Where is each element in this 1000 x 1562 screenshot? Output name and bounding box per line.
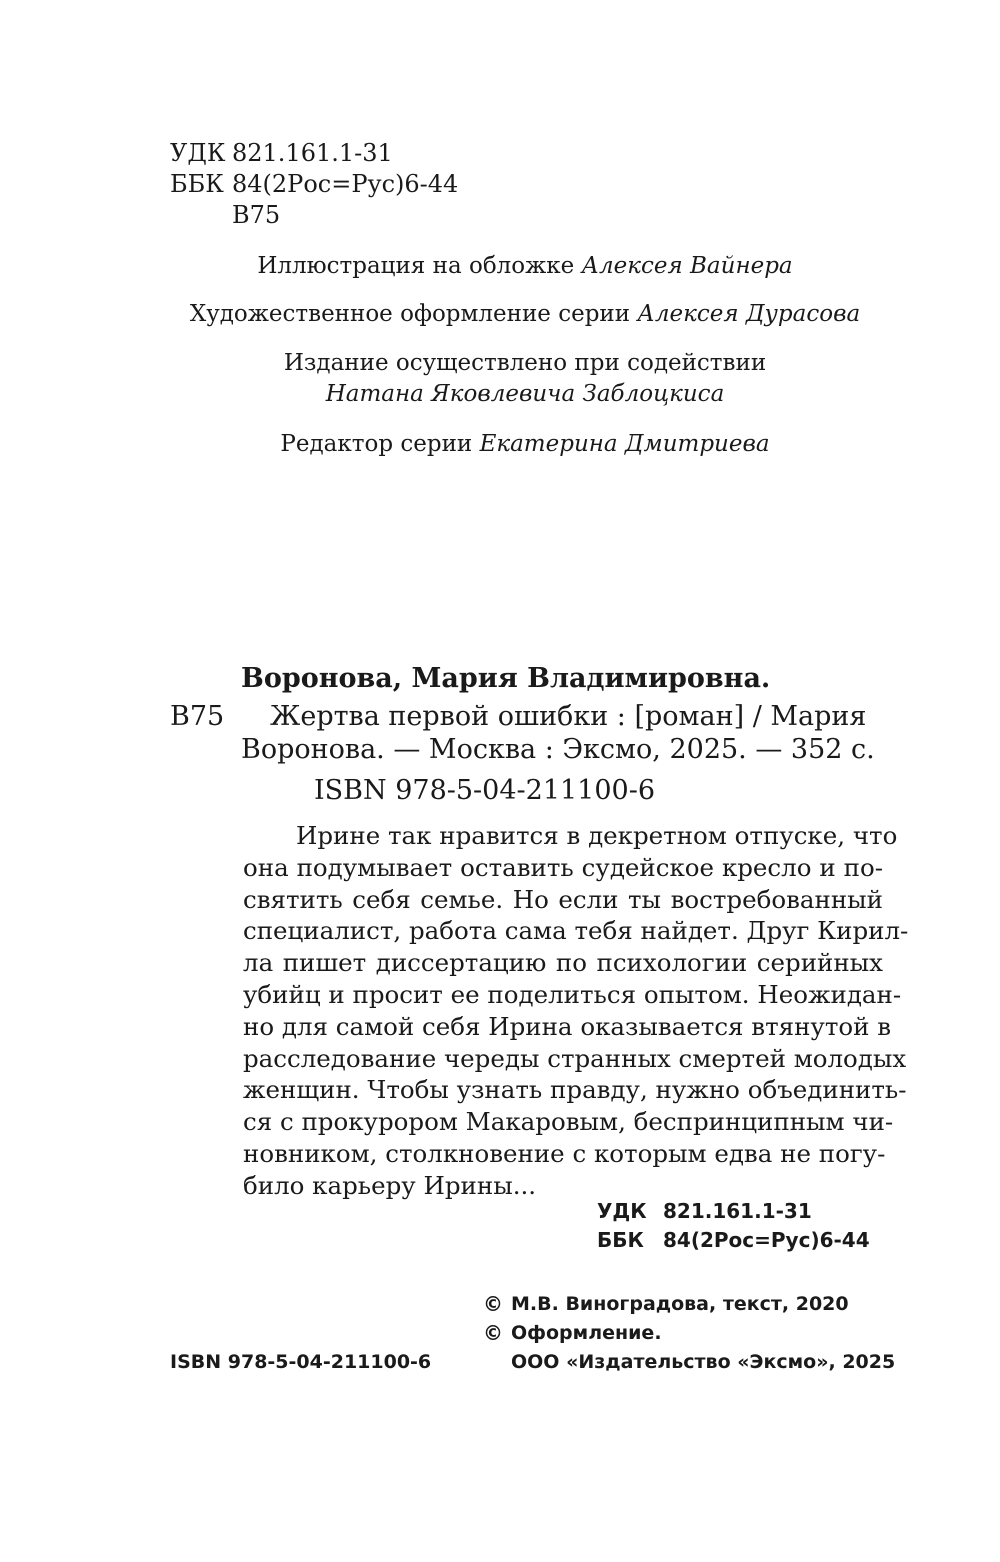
annotation-line: женщин. Чтобы узнать правду, нужно объединить- xyxy=(243,1075,907,1105)
design-credit xyxy=(150,299,900,330)
copyright-line-publisher: ООО «Издательство «Эксмо», 2025 xyxy=(511,1351,896,1373)
support-prefix: Издание осуществлено при содействии xyxy=(283,350,767,376)
annotation-line: ся с прокурором Макаровым, беспринципным чи- xyxy=(243,1107,894,1137)
copyright-line-text: М.В. Виноградова, текст, 2020 xyxy=(511,1293,849,1315)
bbk-bottom-label: ББК xyxy=(597,1228,644,1252)
illustration-prefix: Иллюстрация на обложке xyxy=(257,253,575,279)
catalog-author-mark: В75 xyxy=(170,701,225,732)
copyright-symbol: © xyxy=(483,1321,503,1345)
annotation-line: ла пишет диссертацию по психологии серийных xyxy=(243,948,883,978)
editor-credit xyxy=(150,429,900,460)
catalog-isbn: ISBN 978-5-04-211100-6 xyxy=(314,775,656,806)
illustration-credit xyxy=(150,251,900,282)
illustration-name: Алексея Вайнера xyxy=(581,253,793,279)
annotation-line: Ирине так нравится в декретном отпуске, что xyxy=(296,821,898,850)
annotation-line: святить себя семье. Но если ты востребованный xyxy=(243,884,883,914)
editor-prefix: Редактор серии xyxy=(280,431,473,457)
support-name-text: Натана Яковлевича Заблоцкиса xyxy=(325,381,725,407)
udk-bottom-value: 821.161.1-31 xyxy=(663,1199,812,1223)
author-mark-top: В75 xyxy=(232,201,281,229)
copyright-line-design: Оформление. xyxy=(511,1322,662,1344)
footer-isbn: ISBN 978-5-04-211100-6 xyxy=(170,1351,432,1373)
annotation-line: новником, столкновение с которым едва не погу- xyxy=(243,1138,886,1168)
catalog-title-line1: Жертва первой ошибки : [роман] / Мария xyxy=(270,701,867,732)
support-name xyxy=(150,379,900,410)
udk-bottom-label: УДК xyxy=(597,1199,647,1223)
editor-name: Екатерина Дмитриева xyxy=(479,431,770,457)
annotation-line: но для самой себя Ирина оказывается втянутой в xyxy=(243,1011,892,1041)
bbk-top-value: 84(2Рос=Рус)6-44 xyxy=(232,170,459,198)
catalog-title-line2: Воронова. — Москва : Эксмо, 2025. — 352 с. xyxy=(241,734,875,765)
annotation-line: она подумывает оставить судейское кресло и по- xyxy=(243,852,883,882)
udk-top-value: 821.161.1-31 xyxy=(232,139,393,167)
bbk-top-label: ББК xyxy=(170,170,224,198)
catalog-author-heading: Воронова, Мария Владимировна. xyxy=(241,663,771,694)
annotation-line: специалист, работа сама тебя найдет. Друг Кирил- xyxy=(243,916,909,946)
annotation xyxy=(243,820,909,1202)
copyright-symbol: © xyxy=(483,1292,503,1316)
bbk-bottom-value: 84(2Рос=Рус)6-44 xyxy=(663,1228,870,1252)
annotation-line: расследование череды странных смертей молодых xyxy=(243,1043,907,1073)
design-prefix: Художественное оформление серии xyxy=(189,301,631,327)
udk-top-label: УДК xyxy=(170,139,226,167)
annotation-line: било карьеру Ирины... xyxy=(243,1170,537,1200)
design-name: Алексея Дурасова xyxy=(637,301,861,327)
annotation-line: убийц и просит ее поделиться опытом. Неожидан- xyxy=(243,979,902,1009)
